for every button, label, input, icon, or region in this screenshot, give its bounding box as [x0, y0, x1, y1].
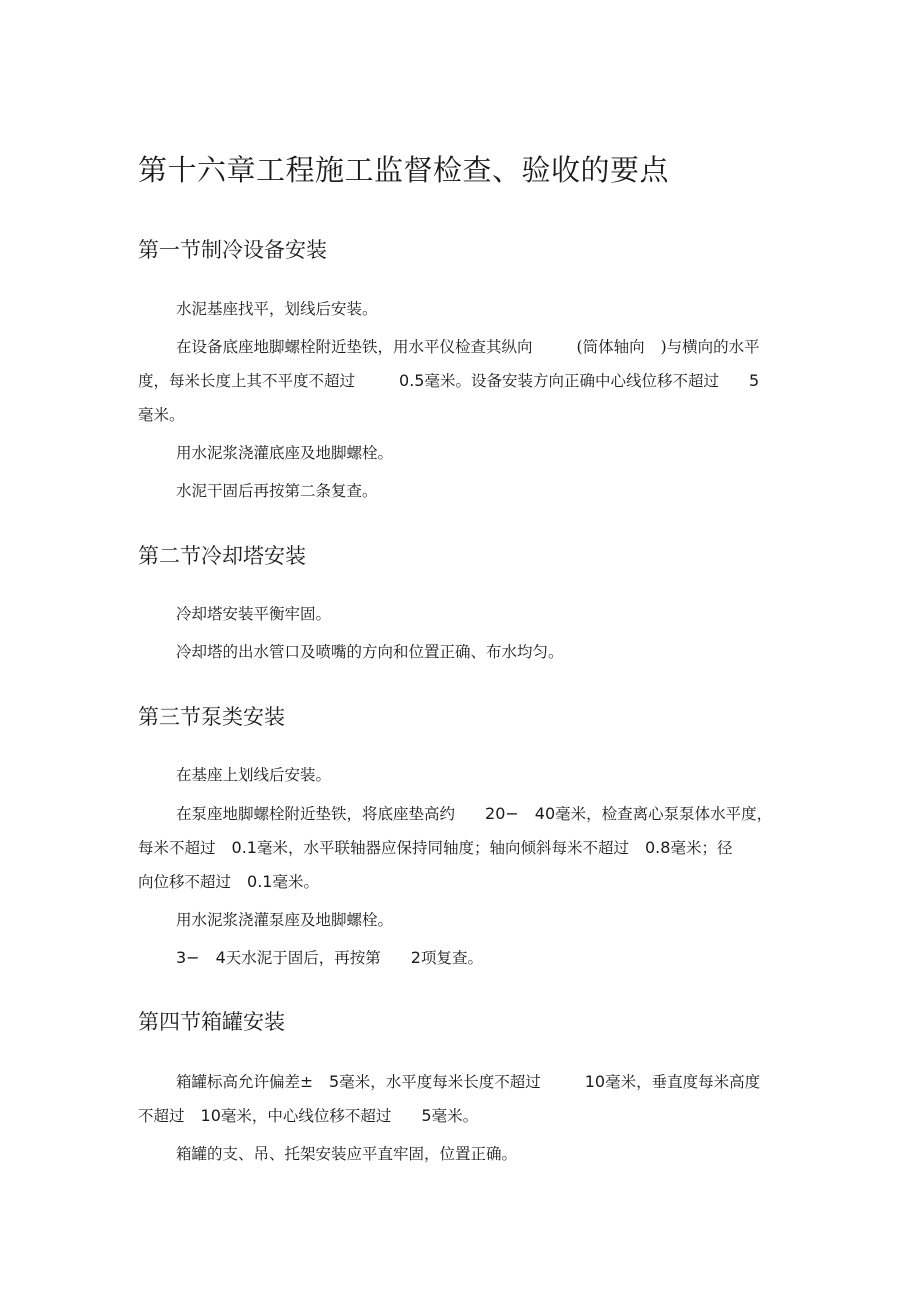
paragraph-line: [138, 364, 828, 398]
section-1-paragraph-4: [138, 474, 828, 508]
text-run: 项复查。: [420, 949, 483, 967]
text-run: 不超过: [138, 1107, 185, 1125]
section-1-paragraph-1: [138, 292, 828, 326]
value: 10: [200, 1106, 221, 1125]
text-run: 毫米。: [272, 873, 319, 891]
paragraph-line: [138, 1099, 828, 1133]
text-run: 毫米，水平度每米长度不超过: [339, 1073, 541, 1091]
paragraph-line: 水泥干固后再按第二条复查。: [176, 482, 378, 500]
text-run: 毫米，检查离心泵泵体水平度，: [555, 805, 773, 823]
value: 40: [534, 804, 556, 823]
section-2-paragraph-1: [138, 597, 828, 631]
paragraph-line: [138, 831, 828, 865]
value: 5: [329, 1072, 340, 1091]
text-run: 毫米，水平联轴器应保持同轴度；轴向倾斜每米不超过: [256, 839, 629, 857]
section-3-paragraph-3: [138, 903, 828, 937]
text-run: 天水泥于固后，再按第: [225, 949, 381, 967]
paragraph-line: [138, 1065, 828, 1099]
text-run: 向位移不超过: [138, 873, 232, 891]
text-run: 在设备底座地脚螺栓附近垫铁，用水平仪检查其纵向: [176, 338, 533, 356]
section-3-paragraph-1: [138, 758, 828, 792]
section-2-paragraph-2: [138, 635, 828, 669]
section-1-paragraph-3: [138, 436, 828, 470]
section-4-title: 第四节箱罐安装: [138, 1010, 285, 1034]
paragraph-line: 箱罐的支、吊、托架安装应平直牢固，位置正确。: [176, 1145, 518, 1163]
paragraph-line: 冷却塔安装平衡牢固。: [176, 605, 332, 623]
chapter-title: 第十六章工程施工监督检查、验收的要点: [138, 153, 670, 187]
paragraph-line: [138, 330, 828, 364]
paragraph-line: 冷却塔的出水管口及喷嘴的方向和位置正确、布水均匀。: [176, 643, 564, 661]
paragraph-line: 在基座上划线后安装。: [176, 766, 332, 784]
text-run: )与横向的水平: [660, 338, 760, 356]
text-run: 毫米，中心线位移不超过: [220, 1107, 392, 1125]
paragraph-line: 用水泥浆浇灌底座及地脚螺栓。: [176, 444, 394, 462]
value: 4: [215, 948, 226, 967]
section-1-title: 第一节制冷设备安装: [138, 238, 327, 262]
value: 5: [748, 371, 760, 390]
value: 0.5: [399, 371, 425, 390]
section-4-paragraph-2: [138, 1137, 828, 1171]
paragraph-line: 毫米。: [138, 406, 185, 424]
section-3-title: 第三节泵类安装: [138, 705, 285, 729]
section-3-paragraph-4: [138, 941, 828, 975]
paragraph-line: 用水泥浆浇灌泵座及地脚螺栓。: [176, 911, 394, 929]
section-4-paragraph-1: [138, 1065, 828, 1133]
text-run: 毫米。设备安装方向正确中心线位移不超过: [424, 372, 719, 390]
text-run: 毫米，垂直度每米高度: [605, 1073, 761, 1091]
section-2-title: 第二节冷却塔安装: [138, 544, 306, 568]
value: 0.1: [247, 872, 273, 891]
value: 3−: [176, 948, 200, 967]
text-run: 箱罐标高允许偏差±: [176, 1073, 313, 1091]
value: 2: [410, 948, 421, 967]
section-1-paragraph-2: [138, 330, 828, 432]
value: 5: [421, 1106, 432, 1125]
paragraph-line: [138, 797, 828, 831]
value: 20−: [485, 804, 519, 823]
paragraph-line: [138, 941, 828, 975]
section-3-paragraph-2: [138, 797, 828, 899]
paragraph-line: 水泥基座找平，划线后安装。: [176, 300, 378, 318]
paragraph-line: [138, 865, 828, 899]
text-run: 在泵座地脚螺栓附近垫铁，将底座垫高约: [176, 805, 456, 823]
text-run: (筒体轴向: [576, 338, 645, 356]
text-run: 度，每米长度上其不平度不超过: [138, 372, 356, 390]
text-run: 毫米。: [431, 1107, 479, 1125]
text-run: 每米不超过: [138, 839, 216, 857]
value: 0.1: [231, 838, 257, 857]
value: 10: [584, 1072, 606, 1091]
value: 0.8: [644, 838, 671, 857]
text-run: 毫米；径: [670, 839, 733, 857]
